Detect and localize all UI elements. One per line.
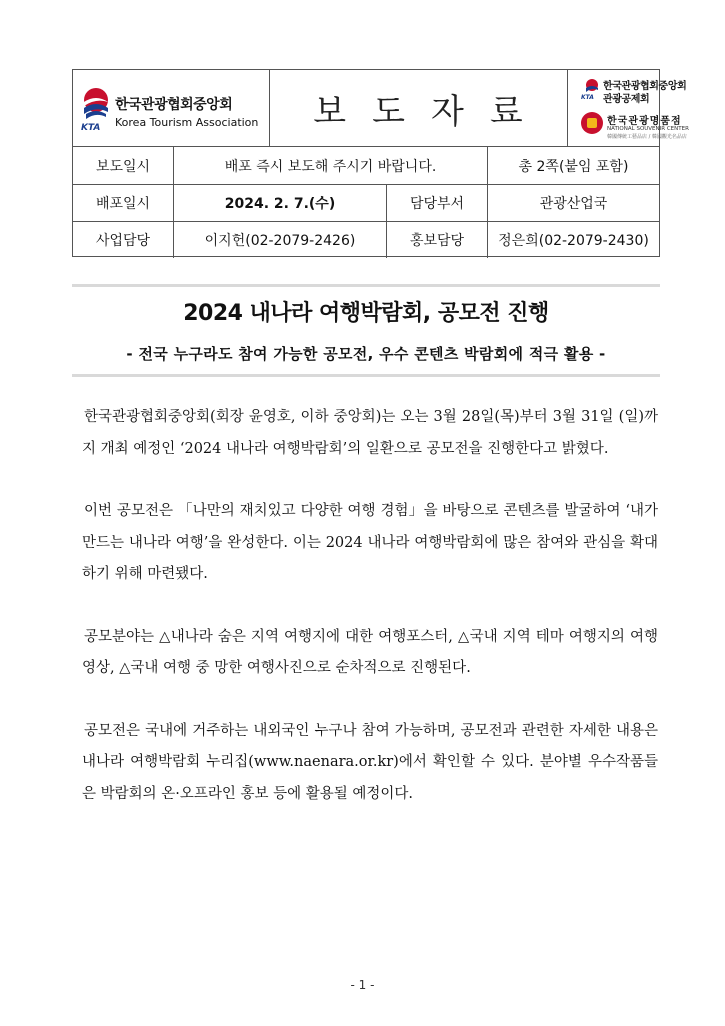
souvenir-center-name: 한국관광명품점 [607,116,682,127]
press-release-header-table [72,69,689,257]
headline: 2024 내나라 여행박람회, 공모전 진행 [183,301,549,326]
kta-logo [73,70,270,146]
kta-abbr-small: KTA [581,94,594,101]
distribution-date: 2024. 2. 7.(수) [174,184,387,221]
headline-bottom-rule [72,374,660,377]
info-label: 사업담당 [73,221,174,258]
partner-name-line1: 한국관광협회중앙회 [603,81,687,92]
partner-name-line2: 관광공제회 [603,94,650,105]
paragraph: 공모전은 국내에 거주하는 내외국인 누구나 참여 가능하며, 공모전과 관련한 자세한 내용은 내나라 여행박람회 누리집(www.naenara.or.kr)에서 확인할 수 있다. 분야별 우수작품들은 박람회의 온·오프라인 홍보 등에 활용될 예정이다. [82,722,658,802]
souvenir-center-english: NATIONAL SOUVENIR CENTER [607,126,689,132]
paragraph: 한국관광협회중앙회(회장 윤영호, 이하 중앙회)는 오는 3월 28일(목)부터 3월 31일 (일)까지 개최 예정인 ‘2024 내나라 여행박람회’의 일환으로 공모전을 진행한다고 밝혔다. [82,409,658,457]
page-number: - 1 - [350,978,375,992]
info-label: 담당부서 [387,184,488,221]
document-title: 보도자료 [313,91,549,132]
subheadline: - 전국 누구라도 참여 가능한 공모전, 우수 콘텐츠 박람회에 적극 활용 - [126,345,606,363]
souvenir-center-subtitle: 韓國傳統工藝品店 / 韓國觀光名品店 [607,134,687,140]
partner-logos [567,70,689,146]
kta-name-korean: 한국관광협회중앙회 [115,97,233,113]
info-row-release-time [73,147,659,185]
info-value: 배포 즉시 보도해 주시기 바랍니다. [174,147,488,184]
paragraph: 이번 공모전은 「나만의 재치있고 다양한 여행 경험」을 바탕으로 콘텐츠를 발굴하여 ‘내가 만드는 내나라 여행’을 완성한다. 이는 2024 내나라 여행박람회에 많은 참여와 관심을 확대하기 위해 마련됐다. [82,503,658,582]
headline-top-rule [72,284,660,287]
kta-name-english: Korea Tourism Association [115,116,259,129]
info-label: 보도일시 [73,147,174,184]
document-title-cell [269,70,568,146]
business-contact: 이지헌(02-2079-2426) [174,221,387,258]
paragraph: 공모분야는 △내나라 숨은 지역 여행지에 대한 여행포스터, △국내 지역 테마 여행지의 여행영상, △국내 여행 중 망한 여행사진으로 순차적으로 진행된다. [82,628,658,676]
department: 관광산업국 [539,195,608,212]
info-label: 홍보담당 [387,221,488,258]
kta-emblem-icon [82,86,110,126]
info-row-distribution [73,184,659,222]
page-count: 총 2쪽(붙임 포함) [518,158,629,175]
kta-emblem-small-icon [585,79,599,93]
pr-contact: 정은희(02-2079-2430) [498,232,649,249]
article-body [82,402,658,841]
kta-abbr: KTA [81,123,101,133]
info-label: 배포일시 [73,184,174,221]
info-row-contacts [73,221,659,258]
souvenir-center-seal-icon [581,112,603,134]
header-top-row [73,70,689,147]
